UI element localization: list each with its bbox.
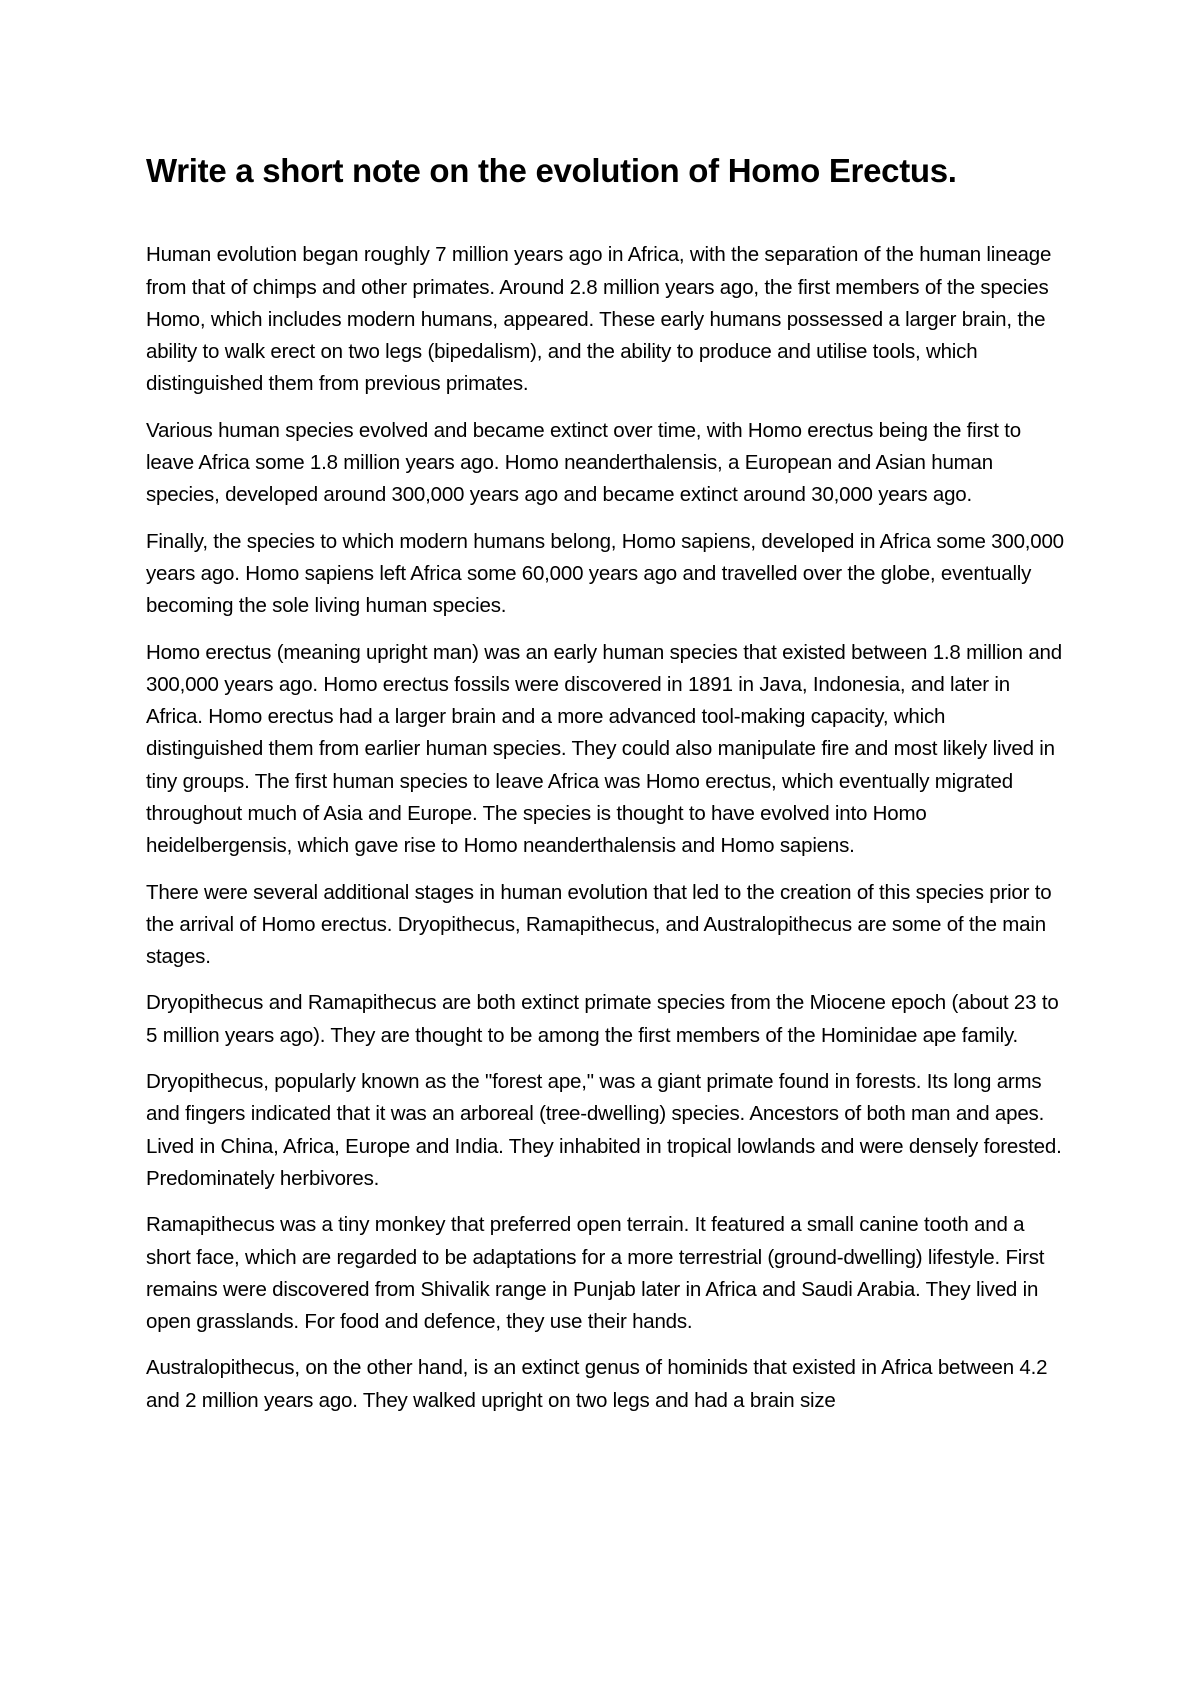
paragraph-human-evolution-origins: Human evolution began roughly 7 million years ago in Africa, with the separation of the human lineage from that of chimps and other primates. Around 2.8 million years ago, the first members of the species Homo, which includes modern humans, appeared. These early humans possessed a larger brain, the ability to walk erect on two legs (bipedalism), and the ability to produce and utilise tools, which distinguished them from previous primates. (146, 243, 1052, 396)
paragraph-ramapithecus: Ramapithecus was a tiny monkey that preferred open terrain. It featured a small canine tooth and a short face, which are regarded to be adaptations for a more terrestrial (ground-dwelling) lifestyle. First remains were discovered from Shivalik range in Punjab later in Africa and Saudi Arabia. They lived in open grasslands. For food and defence, they use their hands. (146, 1213, 1045, 1334)
paragraph-evolution-stages: There were several additional stages in human evolution that led to the creation of this species prior to the arrival of Homo erectus. Dryopithecus, Ramapithecus, and Australopithecus are some of the main stages. (146, 880, 1052, 969)
paragraph-dryopithecus: Dryopithecus, popularly known as the "forest ape," was a giant primate found in forests. Its long arms and fingers indicated that it was an arboreal (tree-dwelling) species. Ancestors of both man and apes. Lived in China, Africa, Europe and India. They inhabited in tropical lowlands and were densely forested. Predominately herbivores. (146, 1070, 1062, 1190)
paragraph-species-extinction: Various human species evolved and became extinct over time, with Homo erectus being the first to leave Africa some 1.8 million years ago. Homo neanderthalensis, a European and Asian human species, developed around 300,000 years ago and became extinct around 30,000 years ago. (146, 418, 1021, 507)
paragraph-homo-erectus: Homo erectus (meaning upright man) was an early human species that existed between 1.8 million and 300,000 years ago. Homo erectus fossils were discovered in 1891 in Java, Indonesia, and later in Africa. Homo erectus had a larger brain and a more advanced tool-making capacity, which distinguished them from earlier human species. They could also manipulate fire and most likely lived in tiny groups. The first human species to leave Africa was Homo erectus, which eventually migrated throughout much of Asia and Europe. The species is thought to have evolved into Homo heidelbergensis, which gave rise to Homo neanderthalensis and Homo sapiens. (146, 640, 1062, 858)
paragraph-miocene-primates: Dryopithecus and Ramapithecus are both extinct primate species from the Miocene epoch (about 23 to 5 million years ago). They are thought to be among the first members of the Hominidae ape family. (146, 991, 1059, 1047)
document-body (146, 150, 1066, 1431)
paragraph-homo-sapiens: Finally, the species to which modern humans belong, Homo sapiens, developed in Africa some 300,000 years ago. Homo sapiens left Africa some 60,000 years ago and travelled over the globe, eventually becoming the sole living human species. (146, 529, 1064, 618)
document-title: Write a short note on the evolution of Homo Erectus. (146, 152, 957, 189)
paragraph-australopithecus: Australopithecus, on the other hand, is an extinct genus of hominids that existed in Africa between 4.2 and 2 million years ago. They walked upright on two legs and had a brain size (146, 1356, 1048, 1412)
